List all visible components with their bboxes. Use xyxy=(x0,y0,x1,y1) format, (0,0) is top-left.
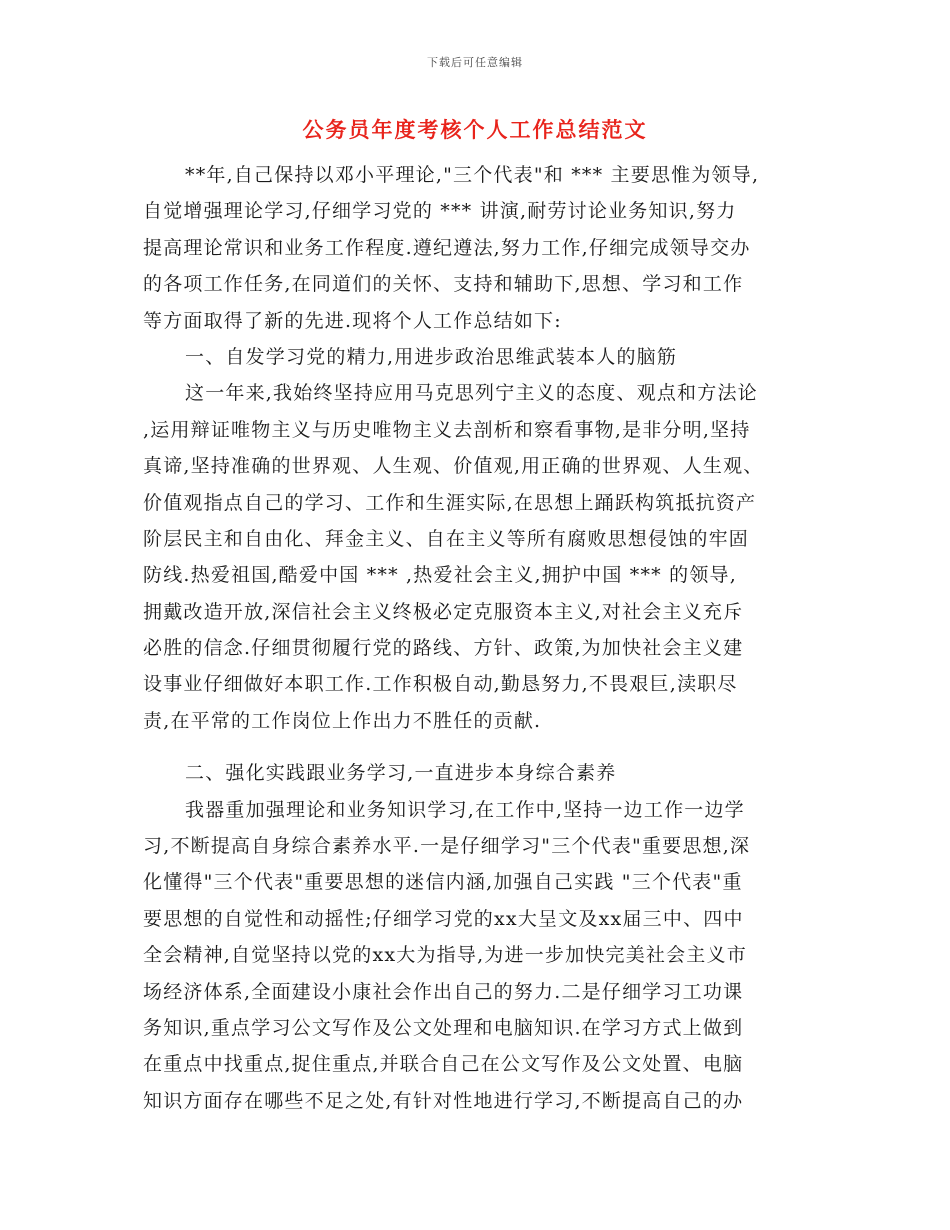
text-line: 必胜的信念.仔细贯彻履行党的路线、方针、政策,为加快社会主义建 xyxy=(143,637,744,660)
text-line: 的各项工作任务,在同道们的关怀、支持和辅助下,思想、学习和工作 xyxy=(143,273,744,296)
text-line: 防线.热爱祖国,酷爱中国 *** ,热爱社会主义,拥护中国 *** 的领导, xyxy=(143,564,737,587)
text-line: 自觉增强理论学习,仔细学习党的 *** 讲演,耐劳讨论业务知识,努力 xyxy=(143,200,737,223)
text-line: 拥戴改造开放,深信社会主义终极必定克服资本主义,对社会主义充斥 xyxy=(143,600,744,623)
text-line: 这一年来,我始终坚持应用马克思列宁主义的态度、观点和方法论 xyxy=(185,382,758,405)
paragraph-gap xyxy=(143,739,823,755)
text-line: 知识方面存在哪些不足之处,有针对性地进行学习,不断提高自己的办 xyxy=(143,1089,744,1112)
text-line: 一、自发学习党的精力,用进步政治思维武装本人的脑筋 xyxy=(185,345,678,368)
text-line: 设事业仔细做好本职工作.工作积极自动,勤恳努力,不畏艰巨,渎职尽 xyxy=(143,673,738,696)
text-line: 提高理论常识和业务工作程度.遵纪遵法,努力工作,仔细完成领导交办 xyxy=(143,236,751,259)
text-line: 等方面取得了新的先进.现将个人工作总结如下: xyxy=(143,309,562,332)
text-line: 真谛,坚持准确的世界观、人生观、价值观,用正确的世界观、人生观、 xyxy=(143,455,764,478)
text-line: 要思想的自觉性和动摇性;仔细学习党的xx大呈文及xx届三中、四中 xyxy=(143,907,744,930)
text-line: 习,不断提高自身综合素养水平.一是仔细学习"三个代表"重要思想,深 xyxy=(143,835,751,858)
text-line: 全会精神,自觉坚持以党的xx大为指导,为进一步加快完美社会主义市 xyxy=(143,944,747,967)
text-line: 二、强化实践跟业务学习,一直进步本身综合素养 xyxy=(185,762,617,785)
text-line: 场经济体系,全面建设小康社会作出自己的努力.二是仔细学习工功课 xyxy=(143,980,744,1003)
document-title: 公务员年度考核个人工作总结范文 xyxy=(302,117,648,142)
document-body xyxy=(143,157,823,1119)
header-note: 下载后可任意编辑 xyxy=(427,56,523,69)
text-line: 阶层民主和自由化、拜金主义、自在主义等所有腐败思想侵蚀的牢固 xyxy=(143,527,750,550)
text-line: 务知识,重点学习公文写作及公文处理和电脑知识.在学习方式上做到 xyxy=(143,1016,744,1039)
text-line: ,运用辩证唯物主义与历史唯物主义去剖析和察看事物,是非分明,坚持 xyxy=(143,418,751,441)
text-line: 我器重加强理论和业务知识学习,在工作中,坚持一边工作一边学 xyxy=(185,798,745,821)
text-line: 责,在平常的工作岗位上作出力不胜任的贡献. xyxy=(143,709,542,732)
text-line: 化懂得"三个代表"重要思想的迷信内涵,加强自己实践 "三个代表"重 xyxy=(143,871,743,894)
text-line: 价值观指点自己的学习、工作和生涯实际,在思想上踊跃构筑抵抗资产 xyxy=(143,491,757,514)
text-line: 在重点中找重点,捉住重点,并联合自己在公文写作及公文处置、电脑 xyxy=(143,1053,744,1076)
text-line: **年,自己保持以邓小平理论,"三个代表"和 *** 主要思惟为领导, xyxy=(185,164,760,186)
